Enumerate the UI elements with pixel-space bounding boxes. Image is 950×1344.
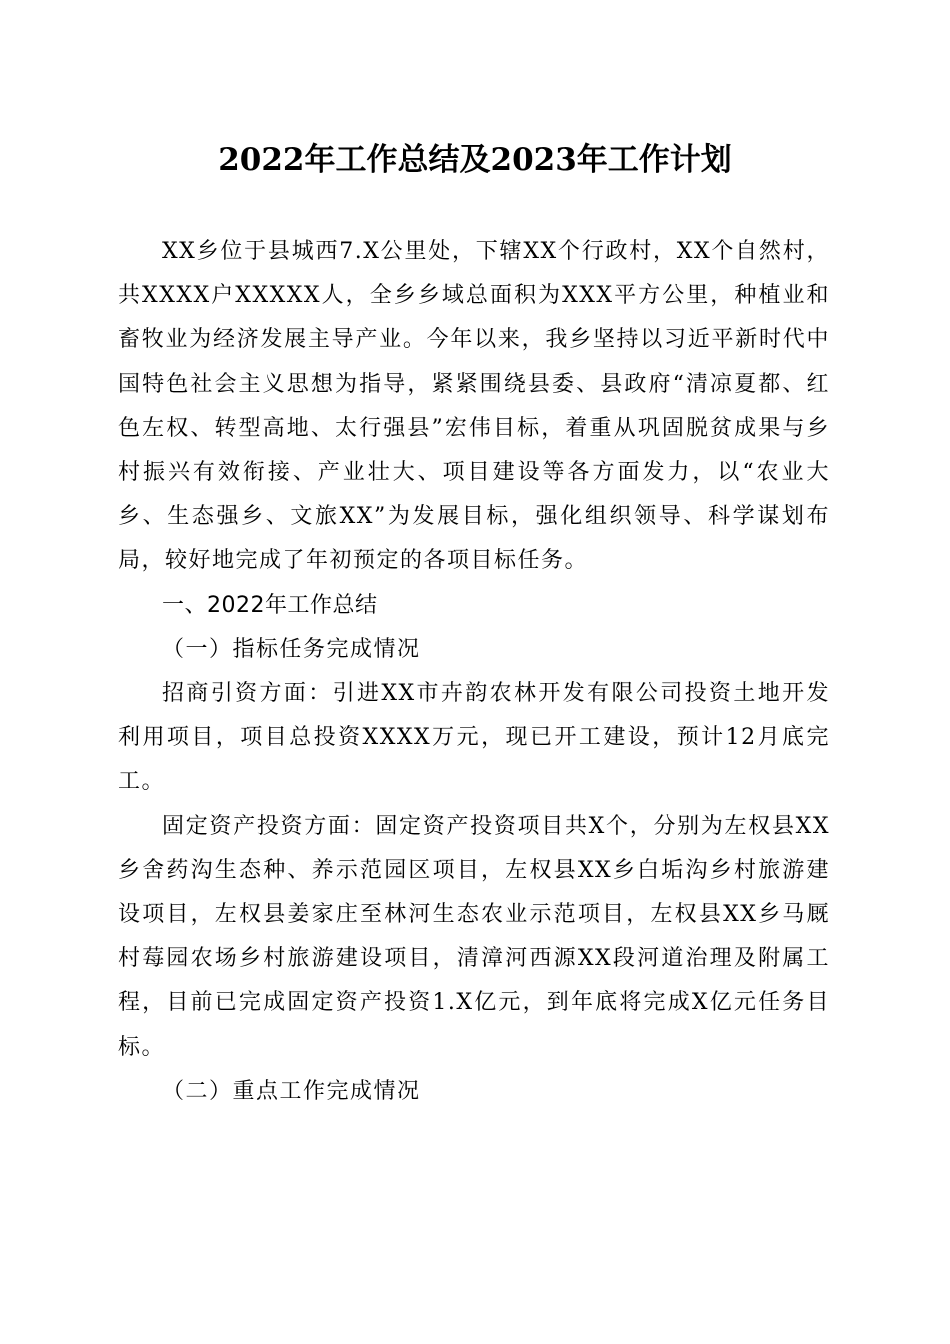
fixed-assets-paragraph: 固定资产投资方面：固定资产投资项目共X个，分别为左权县XX乡舍药沟生态种、养示范园区项目，左权县XX乡白垢沟乡村旅游建设项目，左权县姜家庄至林河生态农业示范项目，左权县XX乡马厩村莓园农场乡村旅游建设项目，清漳河西源XX段河道治理及附属工程，目前已完成固定资产投资1.X亿元，到年底将完成X亿元任务目标。 — [118, 813, 830, 1060]
document-body — [118, 230, 830, 1114]
investment-attraction-paragraph: 招商引资方面：引进XX市卉韵农林开发有限公司投资土地开发利用项目，项目总投资XXXX万元，现已开工建设，预计12月底完工。 — [118, 681, 830, 795]
document-title: 2022年工作总结及2023年工作计划 — [218, 142, 732, 178]
subsection-heading-key-work: （二）重点工作完成情况 — [162, 1078, 421, 1104]
section-heading-summary: 一、2022年工作总结 — [162, 592, 378, 618]
subsection-heading-indicators: （一）指标任务完成情况 — [162, 636, 421, 662]
intro-paragraph: XX乡位于县城西7.X公里处，下辖XX个行政村，XX个自然村，共XXXX户XXXXX人，全乡乡域总面积为XXX平方公里，种植业和畜牧业为经济发展主导产业。今年以来，我乡坚持以习近平新时代中国特色社会主义思想为指导，紧紧围绕县委、县政府“清凉夏都、红色左权、转型高地、太行强县”宏伟目标，着重从巩固脱贫成果与乡村振兴有效衔接、产业壮大、项目建设等各方面发力，以“农业大乡、生态强乡、文旅XX”为发展目标，强化组织领导、科学谋划布局，较好地完成了年初预定的各项目标任务。 — [118, 239, 830, 574]
